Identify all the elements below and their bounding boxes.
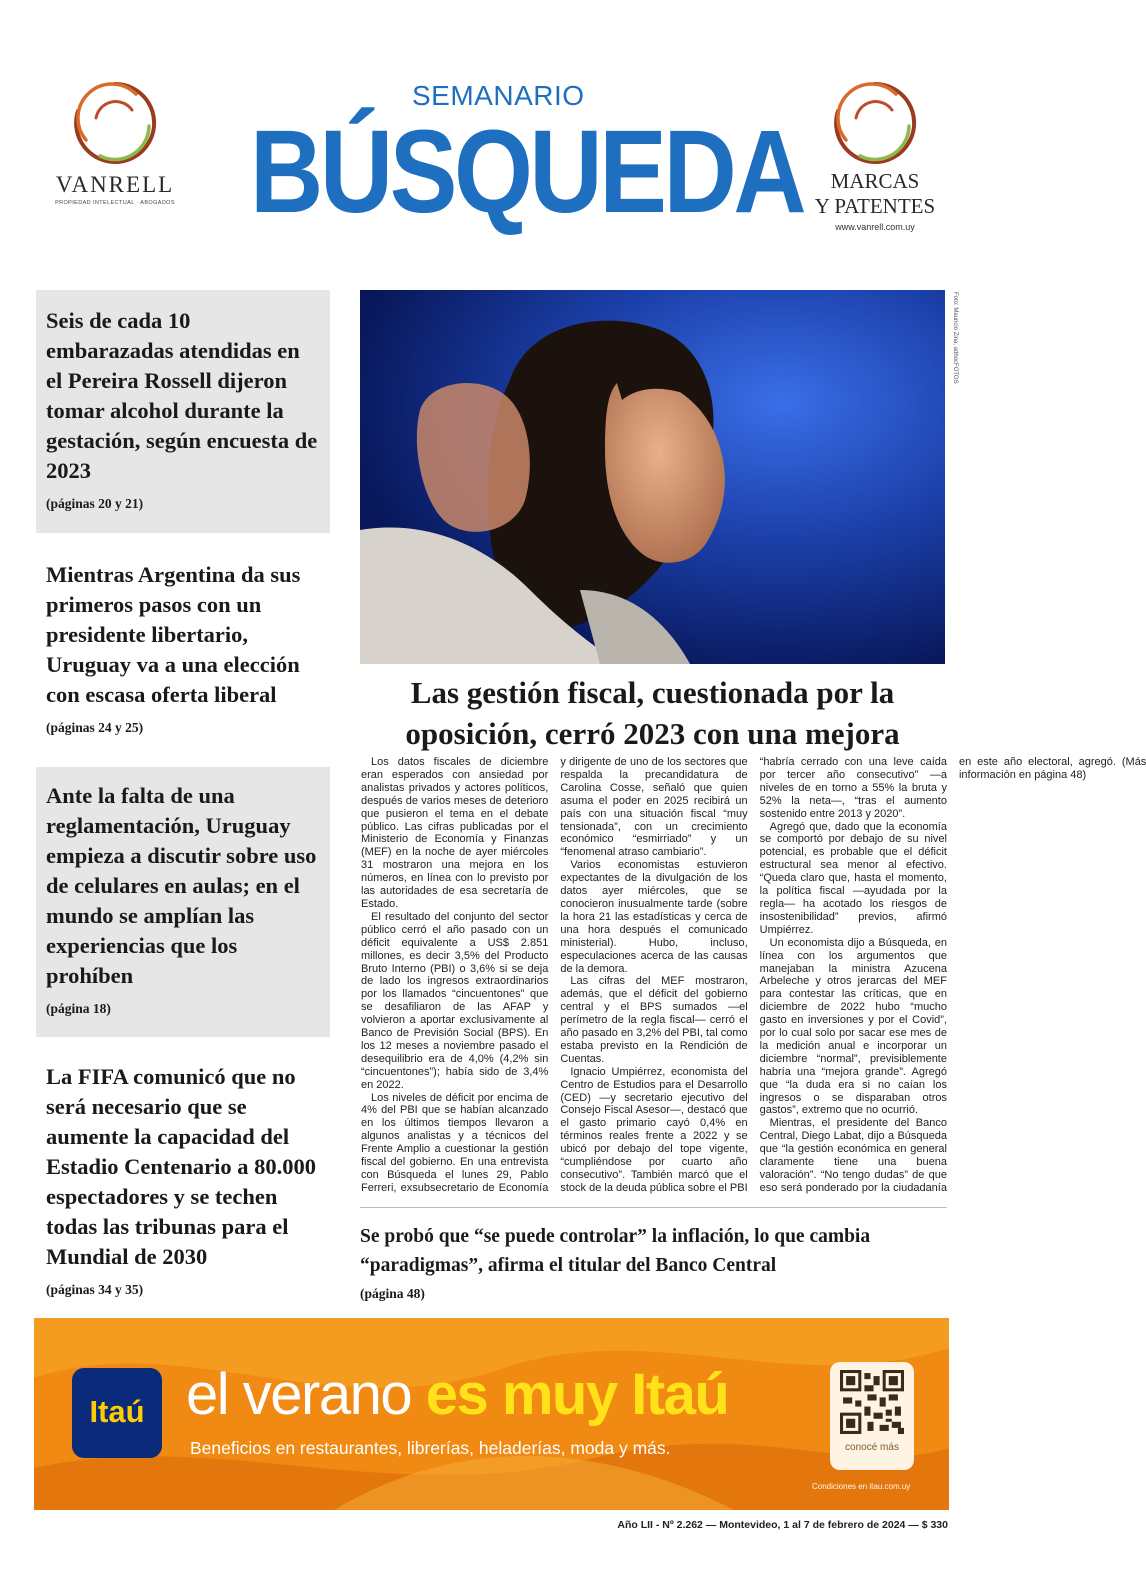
itau-ad-banner[interactable] xyxy=(34,1318,949,1510)
teaser-headline: La FIFA comunicó que no será necesario que se aumente la capacidad del Estadio Centenario a 80.000 espectadores y se techen todas las tribunas para el Mundial de 2030 xyxy=(46,1064,316,1269)
secondary-headline[interactable]: Se probó que “se puede controlar” la inflación, lo que cambia “paradigmas”, afirma el titular del Banco Central xyxy=(360,1226,871,1276)
teaser-celulares[interactable] xyxy=(36,767,330,1037)
teaser-headline: Ante la falta de una reglamentación, Uruguay empieza a discutir sobre uso de celulares en aulas; en el mundo se amplían las experiencias que los prohíben xyxy=(46,783,317,988)
teaser-argentina[interactable] xyxy=(36,560,330,736)
article-paragraph: Un economista dijo a Búsqueda, en línea con los argumentos que manejaban la ministra Azucena Arbeleche y otros jerarcas del MEF para contestar las críticas, que en diciembre de 2022 hubo “mucho gasto en inversiones y por el Covid”, por lo cual solo por sacar ese mes de la medición anual e incorporar un diciembre “normal”, previsiblemente habría una “mejora grande”. Agregó que “la duda era si no caían los ingresos o se disparaban otros gastos”, extremo que no ocurrió. xyxy=(759,936,947,1117)
article-paragraph: Varios economistas estuvieron expectantes de la divulgación de los datos ayer miércoles, que se conocieron inusualmente tarde (sobre la hora 21 las estadísticas y cerca de una hora después el comunicado ministerial). Hubo, incluso, especulaciones acerca de las causas de la demora. xyxy=(560,859,748,975)
vanrell-url[interactable]: www.vanrell.com.uy xyxy=(835,222,915,232)
divider xyxy=(360,1207,947,1208)
vanrell-circle-logo-icon xyxy=(830,78,920,168)
teaser-pages: (páginas 24 y 25) xyxy=(46,720,144,735)
teaser-pages: (página 18) xyxy=(46,1001,111,1016)
issue-footer: Año LII - Nº 2.262 — Montevideo, 1 al 7 de febrero de 2024 — $ 330 xyxy=(617,1519,948,1531)
vanrell-circle-logo-icon xyxy=(70,78,160,168)
main-photo xyxy=(360,290,945,664)
teaser-headline: Seis de cada 10 embarazadas atendidas en el Pereira Rossell dijeron tomar alcohol durante la gestación, según encuesta de 2023 xyxy=(46,308,318,483)
main-article-body xyxy=(361,756,1146,1198)
ad-benefits: Beneficios en restaurantes, librerías, heladerías, moda y más. xyxy=(190,1438,671,1458)
article-paragraph: Mientras, el presidente del Banco Central, Diego Labat, dijo a Búsqueda que “la gestión económica en general claramente tiene una buena valoración”. “No tengo dudas” de que eso será ponderado por la ciudadanía en este año electoral, agregó. (Más información en página 48) xyxy=(759,756,1146,1194)
main-headline[interactable]: Las gestión fiscal, cuestionada por la oposición, cerró 2023 con una mejora xyxy=(405,675,900,751)
teaser-fifa[interactable] xyxy=(36,1062,330,1298)
vanrell-name: VANRELL xyxy=(55,172,175,197)
masthead-semanario: SEMANARIO xyxy=(412,80,585,111)
vanrell-ad-right[interactable] xyxy=(790,78,960,248)
photo-credit: Foto: Mauricio Zina, adhocFOTOS xyxy=(952,292,958,384)
teaser-headline: Mientras Argentina da sus primeros pasos con un presidente libertario, Uruguay va a una elección con escasa oferta liberal xyxy=(46,562,301,707)
teaser-pages: (páginas 34 y 35) xyxy=(46,1282,144,1297)
ad-slogan-bold: es muy Itaú xyxy=(425,1362,729,1427)
itau-logo: Itaú xyxy=(72,1368,162,1458)
vanrell-subtitle: PROPIEDAD INTELECTUAL · ABOGADOS xyxy=(55,200,175,206)
marcas-line1: MARCAS xyxy=(830,169,920,193)
teaser-pages: (páginas 20 y 21) xyxy=(46,496,144,511)
qr-code-icon xyxy=(840,1370,904,1434)
article-paragraph: Ignacio Umpiérrez, economista del Centro de Estudios para el Desarrollo (CED) —y secretario ejecutivo del Consejo Fiscal Asesor—, destacó que el gasto primario cayó 0,4% en términos reales frente a 2022 y se ubicó por debajo del tope vigente, “cumpliéndose por cuarto año consecutivo”. También marcó que el stock de la deuda pública sobre el PBI “habría cerrado con una leve caída por tercer año consecutivo” —a niveles de en torno a 55% la bruta y 52% la neta—, “tras el aumento sostenido entre 2013 y 2020”. xyxy=(560,756,947,1194)
article-paragraph: El resultado del conjunto del sector público cerró el año pasado con un déficit equivalente a US$ 2.851 millones, es decir 3,5% del Producto Bruto Interno (PBI) o 3,6% si se deja de lado los ingresos extraordinarios por los llamados “cincuentones” que se desafiliaron de las AFAP y volvieron a aportar exclusivamente al Banco de Previsión Social (BPS). En los 12 meses a noviembre pasado el desequilibrio era de 4,0% (4,2% sin “cincuentones”); había sido de 3,4% en 2022. xyxy=(361,910,549,1091)
article-paragraph: Los niveles de déficit por encima de 4% del PBI que se habían alcanzado en los últimos tiempos llevaron a algunos analistas y a técnicos del Frente Amplio a cuestionar la gestión fiscal del gobierno. En una entrevista con Búsqueda el lunes 29, Pablo Ferreri, exsubsecretario de Economía y dirigente de uno de los sectores que respalda la precandidatura de Carolina Cosse, señaló que quien asuma el poder en 2025 recibirá un país con una situación fiscal “muy tensionada”, con un crecimiento económico “esmirriado” y un “fenomenal atraso cambiario”. xyxy=(361,756,748,1194)
article-paragraph: Las cifras del MEF mostraron, además, que el déficit del gobierno central y el BPS sumados —el perímetro de la regla fiscal— cerró el año pasado en 3,2% del PBI, tal como estaba previsto en la Rendición de Cuentas. xyxy=(560,975,748,1065)
vanrell-ad-left[interactable] xyxy=(30,78,200,248)
ad-slogan-thin: el verano xyxy=(186,1362,412,1427)
qr-label: conocé más xyxy=(845,1442,899,1453)
teaser-embarazadas[interactable] xyxy=(36,290,330,533)
ad-conditions[interactable]: Condiciones en itau.com.uy xyxy=(812,1482,911,1491)
article-paragraph: Agregó que, dado que la economía se comportó por debajo de su nivel potencial, es probable que el déficit estructural sea menor al efectivo. “Queda claro que, hasta el momento, la política fiscal —ayudada por la regla— ha acotado los riesgos de insostenibilidad” previos, afirmó Umpiérrez. xyxy=(759,820,947,936)
masthead-title: BÚSQUEDA xyxy=(250,106,804,238)
qr-card[interactable] xyxy=(830,1362,914,1470)
ad-slogan xyxy=(186,1362,728,1428)
article-paragraph: Los datos fiscales de diciembre eran esperados con ansiedad por analistas privados y actores políticos, después de varios meses de deterioro que pusieron el tema en el debate público. Las cifras publicadas por el Ministerio de Economía y Finanzas (MEF) en la noche de ayer miércoles 31 mostraron una mejora en los números, en línea con lo previsto por las autoridades de esa secretaría de Estado. xyxy=(361,756,549,910)
marcas-line2: Y PATENTES xyxy=(814,194,936,218)
secondary-pages: (página 48) xyxy=(360,1286,425,1301)
portrait-illustration xyxy=(360,290,945,664)
